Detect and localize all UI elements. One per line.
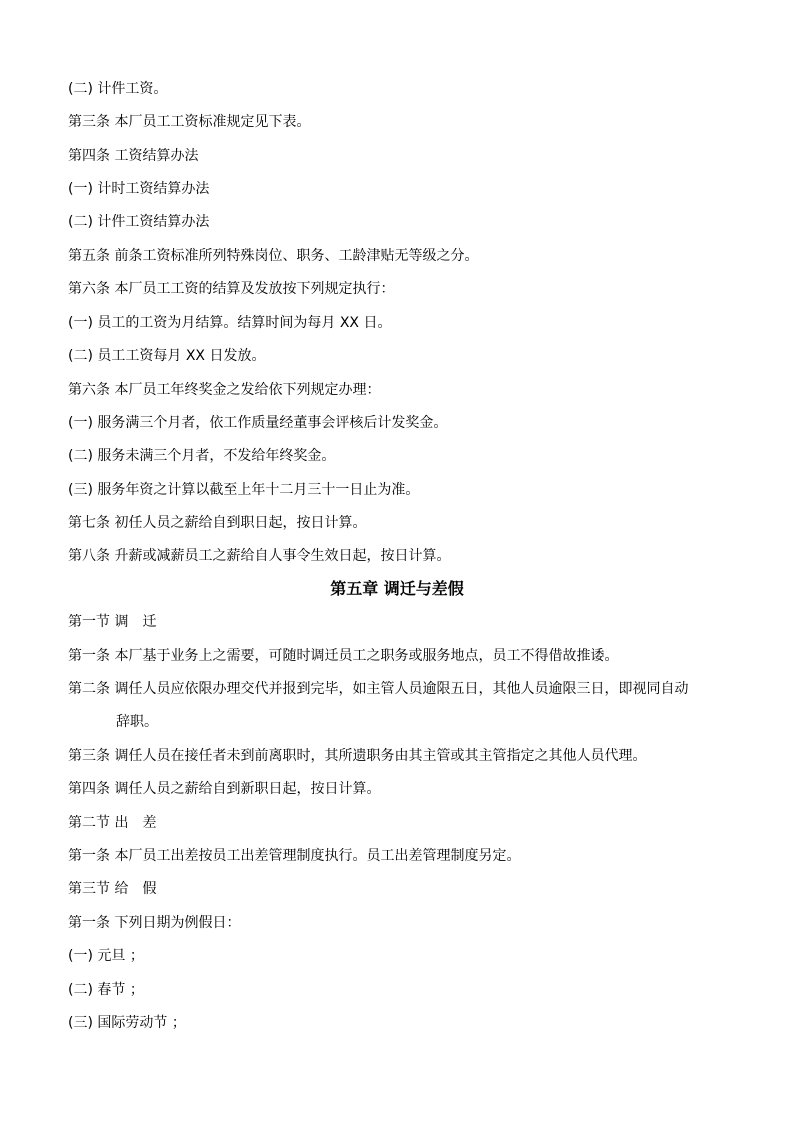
paragraph-continuation: 辞职。 (116, 714, 158, 730)
paragraph-line: 第五条 前条工资标准所列特殊岗位、职务、工龄津贴无等级之分。 (68, 248, 479, 264)
paragraph-line: (二) 员工工资每月 XX 日发放。 (68, 348, 266, 364)
paragraph-line: 第三条 调任人员在接任者未到前离职时，其所遗职务由其主管或其主管指定之其他人员代理。 (68, 748, 647, 764)
paragraph-line: 第四条 工资结算办法 (68, 148, 199, 164)
paragraph-line: 第四条 调任人员之薪给自到新职日起，按日计算。 (68, 781, 381, 797)
paragraph-line: 第一条 本厂员工出差按员工出差管理制度执行。员工出差管理制度另定。 (68, 848, 521, 864)
section-title: 第二节 出 差 (68, 815, 157, 831)
list-item: (三) 国际劳动节 ； (68, 1015, 186, 1031)
paragraph-line: (二) 服务未满三个月者，不发给年终奖金。 (68, 448, 336, 464)
paragraph-line: 第六条 本厂员工工资的结算及发放按下列规定执行： (68, 281, 395, 297)
paragraph-line: (二) 计件工资。 (68, 81, 168, 97)
list-item: (一) 元旦 ； (68, 948, 144, 964)
paragraph-line: 第三条 本厂员工工资标准规定见下表。 (68, 114, 311, 130)
chapter-title: 第五章 调迁与差假 (330, 579, 464, 598)
paragraph-line: 第一条 本厂基于业务上之需要，可随时调迁员工之职务或服务地点，员工不得借故推诿。 (68, 648, 619, 664)
paragraph-line: (三) 服务年资之计算以截至上年十二月三十一日止为准。 (68, 482, 420, 498)
section-title: 第三节 给 假 (68, 881, 157, 897)
paragraph-line: (一) 服务满三个月者，依工作质量经董事会评核后计发奖金。 (68, 415, 448, 431)
paragraph-line: 第八条 升薪或减薪员工之薪给自人事令生效日起，按日计算。 (68, 548, 451, 564)
paragraph-line: (二) 计件工资结算办法 (68, 214, 210, 230)
paragraph-line: (一) 计时工资结算办法 (68, 181, 210, 197)
section-title: 第一节 调 迁 (68, 614, 157, 630)
paragraph-line: 第一条 下列日期为例假日： (68, 915, 241, 931)
paragraph-line: 第二条 调任人员应依限办理交代并报到完毕，如主管人员逾限五日，其他人员逾限三日，即视同自动 (68, 681, 689, 697)
paragraph-line: 第六条 本厂员工年终奖金之发给依下列规定办理： (68, 382, 381, 398)
list-item: (二) 春节 ； (68, 982, 144, 998)
paragraph-line: 第七条 初任人员之薪给自到职日起，按日计算。 (68, 515, 367, 531)
paragraph-line: (一) 员工的工资为月结算。结算时间为每月 XX 日。 (68, 315, 392, 331)
